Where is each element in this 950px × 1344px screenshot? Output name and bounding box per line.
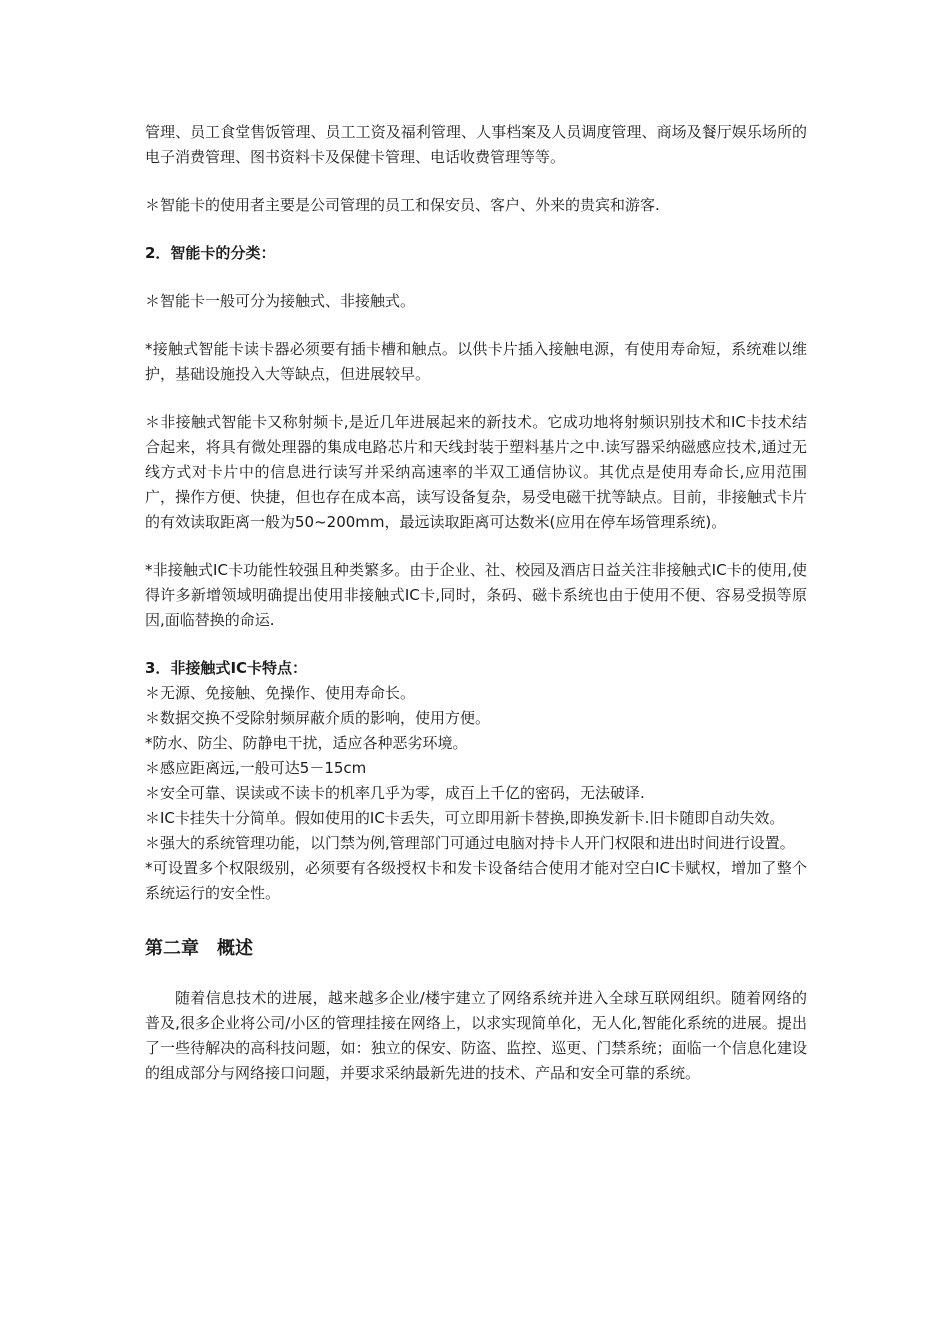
list-item: ＊数据交换不受除射频屏蔽介质的影响，使用方便。: [145, 709, 491, 727]
list-item: ＊无源、免接触、免操作、使用寿命长。: [145, 684, 416, 702]
chapter-2-heading: 第二章 概述: [145, 938, 253, 959]
document-page: [145, 120, 807, 1086]
intro-paragraph-1: 管理、员工食堂售饭管理、员工工资及福利管理、人事档案及人员调度管理、商场及餐厅娱乐场所的电子消费管理、图书资料卡及保健卡管理、电话收费管理等等。: [145, 123, 807, 166]
intro-paragraph-2: ＊智能卡的使用者主要是公司管理的员工和保安员、客户、外来的贵宾和游客.: [145, 196, 660, 214]
section-2-paragraph-4: *非接触式IC卡功能性较强且种类繁多。由于企业、社、校园及酒店日益关注非接触式IC卡的使用,使得许多新增领域明确提出使用非接触式IC卡,同时，条码、磁卡系统也由于使用不便、容易受损等原因,面临替换的命运.: [145, 561, 807, 629]
section-2-paragraph-3: ＊非接触式智能卡又称射频卡,是近几年进展起来的新技术。它成功地将射频识别技术和IC卡技术结合起来，将具有微处理器的集成电路芯片和天线封装于塑料基片之中.读写器采纳磁感应技术,通过无线方式对卡片中的信息进行读写并采纳高速率的半双工通信协议。其优点是使用寿命长,应用范围广，操作方便、快捷，但也存在成本高，读写设备复杂，易受电磁干扰等缺点。目前，非接触式卡片的有效读取距离一般为50~200mm，最远读取距离可达数米(应用在停车场管理系统)。: [145, 413, 807, 531]
chapter-2-paragraph-1: 随着信息技术的进展，越来越多企业/楼宇建立了网络系统并进入全球互联网组织。随着网络的普及,很多企业将公司/小区的管理挂接在网络上，以求实现简单化，无人化,智能化系统的进展。提出了一些待解决的高科技问题，如：独立的保安、防盗、监控、巡更、门禁系统；面临一个信息化建设的组成部分与网络接口问题，并要求采纳最新先进的技术、产品和安全可靠的系统。: [145, 989, 807, 1082]
list-item: *防水、防尘、防静电干扰，适应各种恶劣环境。: [145, 734, 468, 752]
list-item: ＊IC卡挂失十分简单。假如使用的IC卡丢失，可立即用新卡替换,即换发新卡.旧卡随即自动失效。: [145, 809, 785, 827]
section-2-paragraph-1: ＊智能卡一般可分为接触式、非接触式。: [145, 292, 416, 310]
list-item: ＊安全可靠、误读或不读卡的机率几乎为零，成百上千亿的密码，无法破译.: [145, 784, 645, 802]
section-3-heading: 3．非接触式IC卡特点：: [145, 659, 308, 677]
section-2-paragraph-2: *接触式智能卡读卡器必须要有插卡槽和触点。以供卡片插入接触电源，有使用寿命短，系统难以维护，基础设施投入大等缺点，但进展较早。: [145, 340, 807, 383]
list-item: *可设置多个权限级别，必须要有各级授权卡和发卡设备结合使用才能对空白IC卡赋权，增加了整个系统运行的安全性。: [145, 859, 807, 902]
section-2-heading: 2．智能卡的分类：: [145, 244, 276, 262]
list-item: ＊强大的系统管理功能，以门禁为例,管理部门可通过电脑对持卡人开门权限和进出时间进行设置。: [145, 834, 795, 852]
list-item: ＊感应距离远,一般可达5－15cm: [145, 759, 367, 777]
section-3-feature-list: [145, 681, 807, 906]
